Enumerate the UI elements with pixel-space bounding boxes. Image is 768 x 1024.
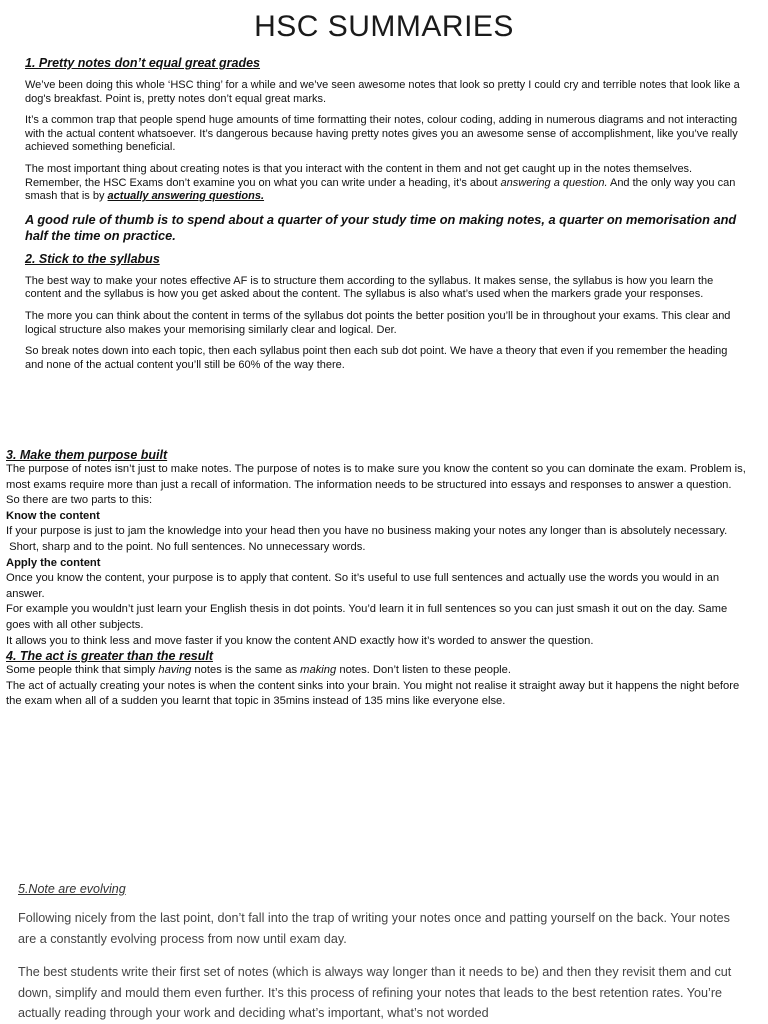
section-1-p3-text-b: And the only way you can smash that is by	[25, 176, 736, 203]
section-1-p3-emphasis: answering a question.	[500, 176, 608, 189]
section-2-heading: 2. Stick to the syllabus	[25, 251, 160, 266]
page-title: HSC SUMMARIES	[254, 10, 514, 43]
section-4-emphasis-making: making	[300, 664, 337, 677]
section-5-paragraph-1: Following nicely from the last point, don’t fall into the trap of writing your notes once and patting yourself on the back. Your notes are a constantly evolving process from now until exam day.	[18, 911, 730, 946]
section-1-p3-strong: actually answering questions.	[107, 190, 265, 203]
section-1-paragraph-3	[25, 163, 740, 204]
know-content-line-2: Short, sharp and to the point. No full sentences. No unnecessary words.	[6, 540, 366, 553]
section-2-paragraph-3: So break notes down into each topic, then each syllabus point then each sub dot point. We have a theory that even if you remember the heading and none of the actual content you’ll still be 60% of the way there.	[25, 345, 728, 371]
section-4-line-1	[6, 663, 746, 679]
apply-content-line-2: For example you wouldn’t just learn your English thesis in dot points. You’d learn it in full sentences so you can just smash it out on the day. Same goes with all other subjects.	[6, 603, 728, 631]
section-4-text-c: notes. Don’t listen to these people.	[336, 664, 511, 677]
rule-of-thumb: A good rule of thumb is to spend about a quarter of your study time on making notes, a quarter on memorisation and half the time on practice.	[25, 211, 737, 243]
section-4-line-2: The act of actually creating your notes is when the content sinks into your brain. You might not realise it straight away but it happens the night before the exam when all of a sudden you learnt that topic in 35mins instead of 135 mins like everyone else.	[6, 679, 740, 708]
section-5	[18, 882, 738, 1024]
section-1-paragraph-2: It’s a common trap that people spend huge amounts of time formatting their notes, colour coding, adding in numerous diagrams and not interacting with the actual content whatsoever. It’s dangerous because having pretty notes gives you an awesome sense of accomplishment, like you’ve really achieved something beneficial.	[25, 114, 738, 154]
section-1-p3-text-a: The most important thing about creating notes is that you interact with the content in them and not get caught up in the notes themselves. Remember, the HSC Exams don’t examine you on what you can write under a heading, it’s about	[25, 162, 693, 189]
sections-1-2	[25, 56, 740, 372]
section-4-text-b: notes is the same as	[191, 664, 301, 677]
section-5-paragraph-2: The best students write their first set of notes (which is always way longer than it needs to be) and then they revisit them and cut down, simplify and mould them even further. It’s this process of refining your notes that leads to the best retention rates. You’re actually reading through your work and deciding what’s important, what’s not worded	[18, 965, 732, 1020]
section-4-text-a: Some people think that simply	[6, 664, 159, 677]
know-content-subheading: Know the content	[6, 509, 100, 522]
apply-content-line-1: Once you know the content, your purpose is to apply that content. So it’s useful to use full sentences and actually use the words you would in an answer.	[6, 572, 720, 600]
section-1-paragraph-1: We’ve been doing this whole ‘HSC thing’ for a while and we’ve seen awesome notes that look so pretty I could cry and terrible notes that look like a dog's breakfast. Point is, pretty notes don’t equal great marks.	[25, 79, 740, 105]
section-5-heading: 5.Note are evolving	[18, 882, 126, 896]
section-2-paragraph-1: The best way to make your notes effective AF is to structure them according to the syllabus. It makes sense, the syllabus is how you learn the content and the syllabus is how you get asked about the content. The syllabus is also what’s used when the markers grade your responses.	[25, 274, 714, 301]
section-2-paragraph-2: The more you can think about the content in terms of the syllabus dot points the better position you’ll be in throughout your exams. This clear and logical structure also makes your memorising similarly clear and logical. Der.	[25, 309, 731, 336]
section-3-heading: 3. Make them purpose built	[6, 448, 168, 462]
section-1-heading: 1. Pretty notes don’t equal great grades	[25, 56, 261, 70]
section-3-intro: The purpose of notes isn’t just to make notes. The purpose of notes is to make sure you know the content so you can dominate the exam. Problem is, most exams require more than just a recall of information. The information needs to be structured into essays and responses to answer a question. So there are two parts to this:	[6, 463, 746, 507]
apply-content-line-3: It allows you to think less and move faster if you know the content AND exactly how it’s worded to answer the question.	[6, 634, 594, 647]
sections-3-4	[6, 448, 746, 710]
know-content-line-1: If your purpose is just to jam the knowledge into your head then you have no business making your notes any longer than is absolutely necessary.	[6, 525, 728, 538]
section-4-emphasis-having: having	[158, 664, 192, 677]
section-4-heading: 4. The act is greater than the result	[6, 649, 214, 664]
apply-content-subheading: Apply the content	[6, 556, 101, 569]
